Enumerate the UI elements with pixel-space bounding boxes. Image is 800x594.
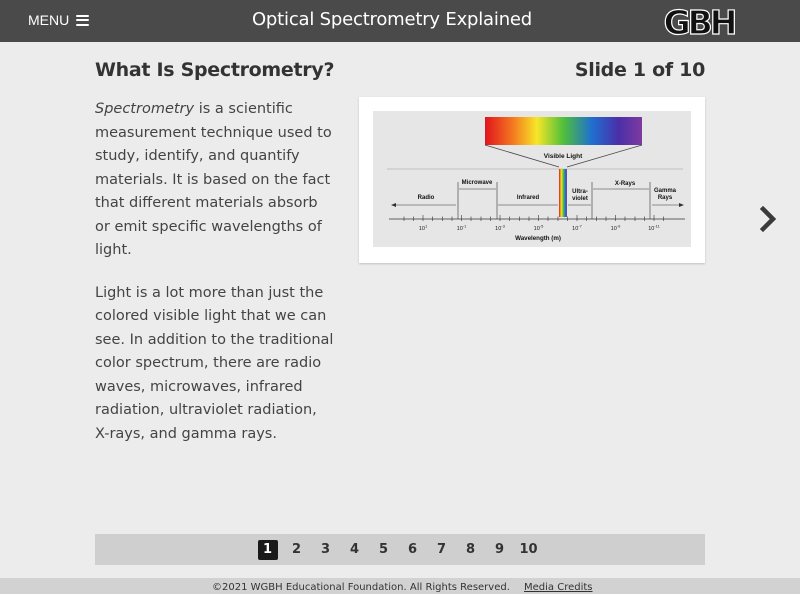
page-link-7[interactable]: 7 [436, 542, 447, 557]
page-link-1[interactable]: 1 [258, 540, 278, 560]
band-label-xrays: X-Rays [614, 181, 636, 187]
tick-label-base: 10 [533, 226, 540, 232]
slide-body [95, 98, 335, 465]
tick-label [648, 224, 660, 233]
band-label-microwave: Microwave [461, 180, 493, 186]
band-label-ultraviolet-1: Ultra- [572, 189, 588, 195]
spectrum-diagram [373, 111, 691, 247]
gbh-logo[interactable] [660, 0, 738, 40]
footer [0, 578, 800, 594]
paragraph-light-types: Light is a lot more than just the colored visible light that we can see. In addition to the traditional color spectrum, there are radio waves, microwaves, infrared radiation, ultraviolet radiation, X-rays, and gamma rays. [95, 284, 334, 442]
page-link-9[interactable]: 9 [494, 542, 505, 557]
menu-label: MENU [28, 12, 70, 28]
tick-label-base: 10 [456, 226, 463, 232]
tick-label [534, 224, 544, 233]
page-link-5[interactable]: 5 [378, 542, 389, 557]
page-link-10[interactable]: 10 [519, 542, 538, 557]
tick-label-exponent: -5 [539, 223, 544, 229]
axis-label: Wavelength (m) [515, 235, 561, 242]
pagination-bar [95, 534, 705, 565]
gamma-arrowhead [679, 203, 684, 207]
tick-label-exponent: -1 [462, 223, 467, 229]
slide-heading: What Is Spectrometry? [95, 59, 335, 81]
tick-label-exponent: -3 [501, 223, 505, 229]
page-link-3[interactable]: 3 [320, 542, 331, 557]
radio-arrowhead [391, 203, 396, 207]
paragraph-definition [95, 98, 335, 263]
tick-label-exponent: -7 [578, 223, 582, 229]
visible-spectrum-band [485, 117, 642, 145]
logo-mark [664, 3, 735, 40]
svg-text:GBH: GBH [663, 3, 735, 40]
tick-label-base: 10 [610, 226, 617, 232]
tick-label-base: 10 [572, 226, 579, 232]
tick-label [572, 224, 582, 233]
definition-text: is a scientific measurement technique used to study, identify, and quantify materials. It is based on the fact that different materials absorb or emit specific wavelengths of light. [95, 101, 332, 258]
band-label-radio: Radio [417, 195, 435, 201]
page-link-6[interactable]: 6 [407, 542, 418, 557]
copyright-text: ©2021 WGBH Educational Foundation. All Rights Reserved. [212, 582, 510, 593]
tick-label-base: 10 [495, 226, 502, 232]
tick-label [419, 224, 428, 233]
band-label-gamma-2: Rays [657, 195, 673, 201]
band-label-ultraviolet-2: violet [572, 196, 588, 202]
slide-counter: Slide 1 of 10 [574, 59, 705, 81]
tick-label [457, 224, 467, 233]
tick-label-exponent: -11 [654, 223, 660, 229]
visible-light-label: Visible Light [543, 153, 583, 160]
media-credits-link[interactable]: Media Credits [524, 582, 593, 593]
page-list [95, 534, 705, 565]
tick-label [495, 224, 505, 233]
tick-label-base: 10 [648, 226, 655, 232]
tick-label-exponent: -9 [616, 223, 621, 229]
term-spectrometry: Spectrometry [95, 101, 195, 117]
app-title: Optical Spectrometry Explained [251, 9, 533, 30]
axis-ticks [404, 215, 664, 232]
top-bar [0, 0, 800, 42]
visible-light-strip [559, 169, 567, 217]
page-link-8[interactable]: 8 [465, 542, 476, 557]
next-slide-chevron-icon[interactable] [758, 205, 780, 233]
tick-label [611, 224, 621, 233]
page-link-4[interactable]: 4 [349, 542, 360, 557]
band-label-infrared: Infrared [516, 195, 540, 201]
page-link-2[interactable]: 2 [291, 542, 302, 557]
spectrum-figure[interactable] [359, 97, 705, 263]
band-label-gamma-1: Gamma [653, 188, 677, 194]
tick-label-exponent: 1 [424, 223, 428, 229]
tick-label-base: 10 [418, 226, 425, 232]
